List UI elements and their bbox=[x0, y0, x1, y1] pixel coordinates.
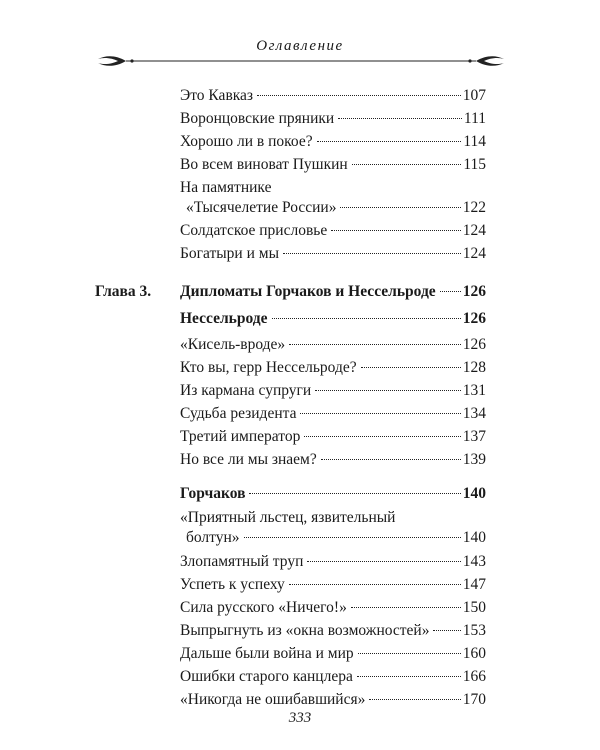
toc-entry-title: Во всем виноват Пушкин bbox=[180, 156, 348, 173]
section-title: Горчаков bbox=[180, 485, 246, 502]
toc-entry-page: 122 bbox=[462, 199, 486, 216]
page-number: 333 bbox=[288, 710, 312, 726]
toc-entry[interactable] bbox=[180, 132, 486, 152]
toc-entry-title: Это Кавказ bbox=[180, 87, 254, 104]
toc-entry-title: Хорошо ли в покое? bbox=[180, 133, 313, 150]
toc-entry[interactable] bbox=[180, 690, 486, 710]
chapter-page: 126 bbox=[462, 283, 486, 300]
toc-entry-page: 166 bbox=[462, 668, 486, 685]
section-page: 140 bbox=[462, 485, 486, 502]
toc-entry-title: «Никогда не ошибавшийся» bbox=[180, 691, 366, 708]
toc-entry[interactable] bbox=[180, 552, 486, 572]
toc-entry-page: 170 bbox=[462, 691, 486, 708]
toc-entry-title: «Кисель-вроде» bbox=[180, 336, 286, 353]
toc-entry-page: 153 bbox=[462, 622, 486, 639]
toc-entry-page: 114 bbox=[463, 133, 486, 150]
toc-entry[interactable] bbox=[180, 621, 486, 641]
toc-entry-title: Богатыри и мы bbox=[180, 245, 279, 262]
toc-entry[interactable] bbox=[180, 155, 486, 175]
toc-entry-title: Ошибки старого канцлера bbox=[180, 668, 353, 685]
toc-entry-title-line1: На памятнике bbox=[180, 179, 272, 196]
toc-entry-title: Из кармана супруги bbox=[180, 382, 312, 399]
toc-entry-title: Третий император bbox=[180, 428, 301, 445]
toc-entry-page: 126 bbox=[462, 336, 486, 353]
section-entry[interactable] bbox=[180, 309, 486, 329]
section-title: Нессельроде bbox=[180, 310, 268, 327]
toc-entry-title: Злопамятный труп bbox=[180, 553, 304, 570]
toc-entry-title: Кто вы, герр Нессельроде? bbox=[180, 359, 357, 376]
section-page: 126 bbox=[462, 310, 486, 327]
toc-entry-page: 124 bbox=[462, 222, 486, 239]
toc-entry-title: болтун» bbox=[186, 529, 240, 546]
toc-entry-title: Солдатское присловье bbox=[180, 222, 328, 239]
toc-entry-page: 134 bbox=[462, 405, 486, 422]
toc-entry-page: 131 bbox=[462, 382, 486, 399]
toc-entry-page: 124 bbox=[462, 245, 486, 262]
toc-entry-page: 143 bbox=[462, 553, 486, 570]
toc-entry[interactable] bbox=[180, 404, 486, 424]
toc-entry-title: Но все ли мы знаем? bbox=[180, 451, 317, 468]
toc-entry-page: 137 bbox=[462, 428, 486, 445]
toc-entry[interactable] bbox=[180, 109, 486, 129]
toc-entry[interactable] bbox=[180, 427, 486, 447]
toc-entry-page: 107 bbox=[462, 87, 486, 104]
toc-entry[interactable] bbox=[180, 508, 486, 548]
toc-entry-page: 128 bbox=[462, 359, 486, 376]
chapter-title: Дипломаты Горчаков и Нессельроде bbox=[180, 283, 436, 300]
toc-entry-page: 140 bbox=[462, 529, 486, 546]
toc-entry[interactable] bbox=[180, 244, 486, 264]
chapter-entry[interactable] bbox=[180, 282, 486, 302]
toc-entry[interactable] bbox=[180, 335, 486, 355]
toc-entry[interactable] bbox=[180, 450, 486, 470]
running-header: Оглавление bbox=[256, 38, 344, 54]
toc-entry-title: Сила русского «Ничего!» bbox=[180, 599, 347, 616]
toc-entry[interactable] bbox=[180, 86, 486, 106]
toc-entry-page: 111 bbox=[463, 110, 486, 127]
toc-entry-title: Успеть к успеху bbox=[180, 576, 285, 593]
toc-entry[interactable] bbox=[180, 644, 486, 664]
toc-entry-title: Воронцовские пряники bbox=[180, 110, 335, 127]
toc-entry-page: 160 bbox=[462, 645, 486, 662]
toc-entry[interactable] bbox=[180, 178, 486, 218]
toc-entry-title: «Тысячелетие России» bbox=[186, 199, 337, 216]
toc-entry[interactable] bbox=[180, 221, 486, 241]
toc-entry-title-line1: «Приятный льстец, язвительный bbox=[180, 509, 396, 526]
toc-entry-page: 115 bbox=[463, 156, 486, 173]
chapter-label: Глава 3. bbox=[95, 283, 152, 300]
toc-entry[interactable] bbox=[180, 667, 486, 687]
toc-entry[interactable] bbox=[180, 598, 486, 618]
toc-entry-page: 147 bbox=[462, 576, 486, 593]
toc-entry[interactable] bbox=[180, 575, 486, 595]
toc-entry[interactable] bbox=[180, 381, 486, 401]
toc-entry[interactable] bbox=[180, 358, 486, 378]
toc-entry-page: 150 bbox=[462, 599, 486, 616]
toc-entry-title: Судьба резидента bbox=[180, 405, 297, 422]
toc-entry-page: 139 bbox=[462, 451, 486, 468]
toc-entry-title: Выпрыгнуть из «окна возможностей» bbox=[180, 622, 430, 639]
section-entry[interactable] bbox=[180, 484, 486, 504]
toc-entry-title: Дальше были война и мир bbox=[180, 645, 354, 662]
